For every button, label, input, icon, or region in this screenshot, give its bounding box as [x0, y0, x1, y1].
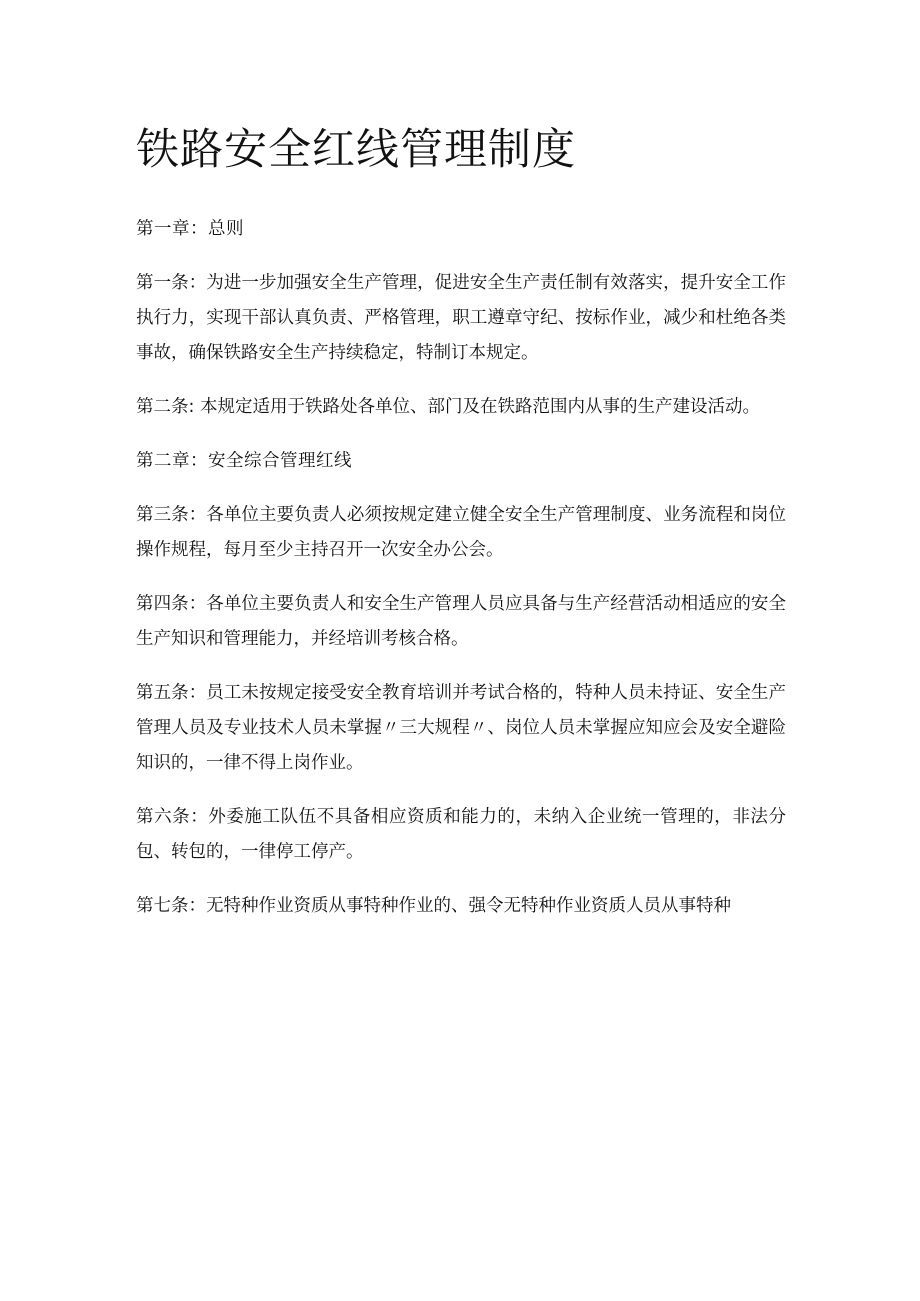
- article-paragraph: 第六条：外委施工队伍不具备相应资质和能力的，未纳入企业统一管理的，非法分包、转包的，一律停工停产。: [136, 807, 786, 862]
- article-paragraph: 第一条：为进一步加强安全生产管理，促进安全生产责任制有效落实，提升安全工作执行力，实现干部认真负责、严格管理，职工遵章守纪、按标作业，减少和杜绝各类事故，确保铁路安全生产持续稳定，特制订本规定。: [136, 273, 786, 363]
- chapter-heading: 第二章：安全综合管理红线: [136, 451, 352, 471]
- article-paragraph: 第四条：各单位主要负责人和安全生产管理人员应具备与生产经营活动相适应的安全生产知识和管理能力，并经培训考核合格。: [136, 594, 786, 649]
- chapter-heading: 第一章：总则: [136, 219, 244, 239]
- article-paragraph: 第七条：无特种作业资质从事特种作业的、强令无特种作业资质人员从事特种: [136, 896, 731, 916]
- document-title: 铁路安全红线管理制度: [136, 125, 576, 175]
- document-body: [136, 212, 786, 924]
- article-paragraph: 第五条：员工未按规定接受安全教育培训并考试合格的，特种人员未持证、安全生产管理人员及专业技术人员未掌握〃三大规程〃、岗位人员未掌握应知应会及安全避险知识的，一律不得上岗作业。: [136, 683, 786, 773]
- article-paragraph: 第三条：各单位主要负责人必须按规定建立健全安全生产管理制度、业务流程和岗位操作规程，每月至少主持召开一次安全办公会。: [136, 505, 786, 560]
- article-paragraph: 第二条: 本规定适用于铁路处各单位、部门及在铁路范围内从事的生产建设活动。: [136, 397, 760, 417]
